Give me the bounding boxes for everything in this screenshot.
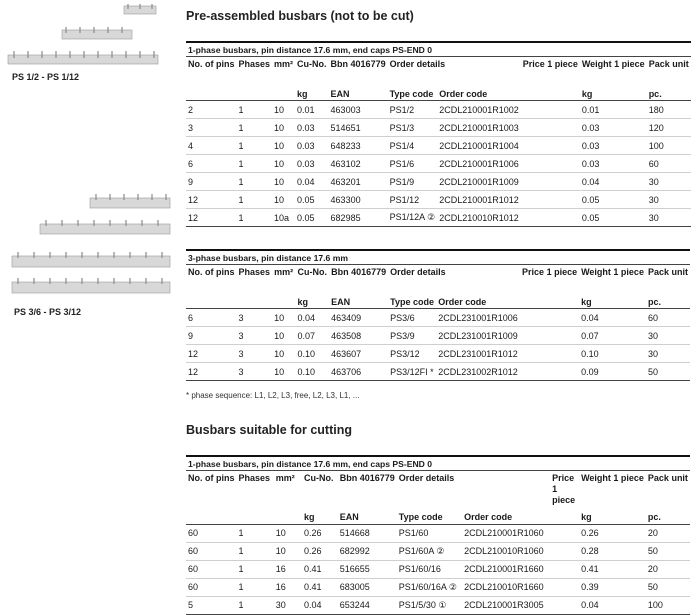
cell-order: 2CDL210001R1003	[437, 119, 521, 137]
header-price: Price 1 piece	[522, 59, 578, 69]
cell-order: 2CDL231001R1006	[436, 309, 520, 327]
header-pc: pc.	[646, 295, 690, 309]
cell-ean: 463607	[329, 345, 388, 363]
header-cuno: Cu-No.	[303, 473, 334, 483]
header-cuno: Cu-No.	[297, 59, 327, 69]
cell-cu: 0.07	[295, 327, 329, 345]
cell-ean: 648233	[329, 137, 388, 155]
header-ean: EAN	[329, 295, 388, 309]
cell-type: PS1/9	[388, 173, 438, 191]
table-caption: 1-phase busbars, pin distance 17.6 mm, end caps PS-END 0	[186, 42, 691, 57]
table-1phase-preassembled	[186, 41, 691, 227]
cell-price	[520, 309, 579, 327]
cell-type: PS3/12	[388, 345, 436, 363]
cell-price	[520, 363, 579, 381]
cell-cu: 0.04	[295, 173, 329, 191]
cell-mm2: 10	[272, 137, 295, 155]
cell-pins: 5	[186, 596, 237, 614]
cell-phases: 1	[237, 101, 273, 119]
cell-order: 2CDL210001R3005	[462, 596, 550, 614]
cell-pack: 50	[646, 542, 690, 560]
cell-weight: 0.04	[580, 173, 647, 191]
cell-pack: 30	[646, 345, 690, 363]
cell-phases: 3	[237, 363, 273, 381]
cell-pins: 4	[186, 137, 237, 155]
cell-cu: 0.04	[295, 309, 329, 327]
cell-pack: 100	[646, 596, 690, 614]
header-cuno: Cu-No.	[297, 267, 327, 277]
header-type-code: Type code	[397, 511, 462, 525]
cell-pins: 12	[186, 209, 237, 227]
cell-type: PS1/60/16	[397, 560, 462, 578]
header-weight: Weight 1 piece	[581, 267, 644, 277]
cell-mm2: 10	[272, 101, 295, 119]
cell-ean: 463102	[329, 155, 388, 173]
cell-pack: 50	[646, 578, 690, 596]
table-row	[186, 209, 691, 227]
cell-pack: 20	[646, 524, 690, 542]
header-pins: No. of pins	[188, 473, 235, 483]
cell-type: PS1/6	[388, 155, 438, 173]
cell-phases: 1	[237, 524, 274, 542]
cell-weight: 0.04	[579, 596, 646, 614]
cell-type: PS1/60/16A ②	[397, 578, 462, 596]
cell-order: 2CDL210001R1009	[437, 173, 521, 191]
cell-cu: 0.03	[295, 155, 329, 173]
cell-pins: 3	[186, 119, 237, 137]
cell-price	[550, 578, 579, 596]
cell-phases: 1	[237, 191, 273, 209]
cell-order: 2CDL210001R1012	[437, 191, 521, 209]
cell-order: 2CDL210001R1660	[462, 560, 550, 578]
cell-weight: 0.26	[579, 524, 646, 542]
cell-ean: 463706	[329, 363, 388, 381]
header-order-code: Order code	[436, 295, 520, 309]
cell-pack: 120	[647, 119, 691, 137]
cell-ean: 653244	[338, 596, 397, 614]
cell-cu: 0.01	[295, 101, 329, 119]
cell-pins: 12	[186, 191, 237, 209]
cell-price	[550, 596, 579, 614]
cell-weight: 0.07	[579, 327, 646, 345]
header-bbn: Bbn 4016779	[339, 473, 395, 483]
cell-ean: 683005	[338, 578, 397, 596]
table-row	[186, 542, 690, 560]
table-3phase-preassembled	[186, 249, 690, 381]
cell-phases: 1	[237, 173, 273, 191]
cell-order: 2CDL210001R1004	[437, 137, 521, 155]
cell-type: PS1/12	[388, 191, 438, 209]
cell-pins: 60	[186, 542, 237, 560]
header-order-details: Order details	[390, 267, 446, 277]
cell-order: 2CDL210010R1660	[462, 578, 550, 596]
header-kg2: kg	[579, 295, 646, 309]
header-order-details: Order details	[398, 473, 455, 483]
cell-pack: 30	[646, 327, 690, 345]
cell-pins: 12	[186, 363, 237, 381]
header-kg: kg	[295, 295, 329, 309]
cell-ean: 463201	[329, 173, 388, 191]
cell-type: PS1/12A ②	[388, 209, 438, 227]
cell-cu: 0.26	[302, 542, 338, 560]
cell-pack: 60	[647, 155, 691, 173]
cell-price	[550, 524, 579, 542]
cell-pack: 20	[646, 560, 690, 578]
table-row	[186, 191, 691, 209]
cell-type: PS3/12FI *	[388, 363, 436, 381]
cell-ean: 682992	[338, 542, 397, 560]
cell-price	[521, 209, 580, 227]
cell-cu: 0.41	[302, 560, 338, 578]
cell-phases: 1	[237, 560, 274, 578]
cell-mm2: 30	[274, 596, 302, 614]
cell-order: 2CDL210010R1012	[437, 209, 521, 227]
header-order-details: Order details	[389, 59, 446, 69]
header-pack: Pack unit	[648, 59, 689, 69]
cell-cu: 0.05	[295, 191, 329, 209]
cell-pins: 9	[186, 327, 237, 345]
cell-price	[521, 101, 580, 119]
cell-type: PS1/60	[397, 524, 462, 542]
cell-ean: 463508	[329, 327, 388, 345]
cell-type: PS3/9	[388, 327, 436, 345]
table-row	[186, 345, 690, 363]
section-title-cutting: Busbars suitable for cutting	[186, 423, 352, 437]
header-ean: EAN	[329, 87, 388, 101]
header-pins: No. of pins	[188, 59, 235, 69]
cell-pack: 30	[647, 209, 691, 227]
cell-phases: 3	[237, 345, 273, 363]
cell-order: 2CDL210010R1060	[462, 542, 550, 560]
header-ean: EAN	[338, 511, 397, 525]
header-pc: pc.	[646, 511, 690, 525]
cell-cu: 0.03	[295, 137, 329, 155]
header-order-code: Order code	[437, 87, 521, 101]
cell-phases: 1	[237, 155, 273, 173]
header-phases: Phases	[238, 473, 271, 483]
cell-type: PS1/5/30 ①	[397, 596, 462, 614]
cell-mm2: 10a	[272, 209, 295, 227]
cell-mm2: 10	[272, 173, 295, 191]
header-kg2: kg	[580, 87, 647, 101]
cell-pack: 50	[646, 363, 690, 381]
cell-weight: 0.39	[579, 578, 646, 596]
cell-order: 2CDL210001R1060	[462, 524, 550, 542]
header-pack: Pack unit	[647, 473, 688, 483]
cell-price	[521, 119, 580, 137]
header-pins: No. of pins	[188, 267, 235, 277]
header-weight: Weight 1 piece	[581, 59, 645, 69]
cell-weight: 0.05	[580, 209, 647, 227]
cell-price	[550, 542, 579, 560]
table-row	[186, 137, 691, 155]
cell-weight: 0.04	[579, 309, 646, 327]
cell-phases: 1	[237, 542, 274, 560]
section-title-preassembled: Pre-assembled busbars (not to be cut)	[186, 9, 414, 23]
table-row	[186, 309, 690, 327]
cell-pins: 60	[186, 560, 237, 578]
cell-pack: 30	[647, 191, 691, 209]
busbar-ps3-image	[0, 190, 180, 310]
cell-ean: 463300	[329, 191, 388, 209]
header-mm2: mm²	[274, 59, 294, 69]
cell-cu: 0.10	[295, 345, 329, 363]
header-price: Price 1 piece	[522, 267, 578, 277]
header-price: Price 1 piece	[552, 473, 576, 505]
cell-order: 2CDL231002R1012	[436, 363, 520, 381]
cell-type: PS1/3	[388, 119, 438, 137]
cell-price	[520, 345, 579, 363]
cell-weight: 0.41	[579, 560, 646, 578]
cell-price	[521, 173, 580, 191]
cell-cu: 0.03	[295, 119, 329, 137]
cell-pack: 180	[647, 101, 691, 119]
table-row	[186, 596, 690, 614]
cell-price	[550, 560, 579, 578]
cell-ean: 682985	[329, 209, 388, 227]
cell-type: PS1/4	[388, 137, 438, 155]
cell-ean: 463409	[329, 309, 388, 327]
product-label-ps1: PS 1/2 - PS 1/12	[12, 72, 80, 82]
cell-pins: 60	[186, 578, 237, 596]
table-row	[186, 119, 691, 137]
cell-mm2: 10	[272, 191, 295, 209]
cell-mm2: 10	[274, 524, 302, 542]
cell-weight: 0.09	[579, 363, 646, 381]
cell-mm2: 10	[272, 119, 295, 137]
cell-cu: 0.41	[302, 578, 338, 596]
cell-weight: 0.03	[580, 155, 647, 173]
header-weight: Weight 1 piece	[581, 473, 644, 483]
cell-phases: 1	[237, 119, 273, 137]
header-kg2: kg	[579, 511, 646, 525]
header-phases: Phases	[238, 267, 271, 277]
cell-mm2: 16	[274, 560, 302, 578]
cell-mm2: 10	[274, 542, 302, 560]
header-pc: pc.	[647, 87, 691, 101]
cell-weight: 0.03	[580, 119, 647, 137]
header-mm2: mm²	[275, 473, 295, 483]
cell-mm2: 16	[274, 578, 302, 596]
cell-weight: 0.05	[580, 191, 647, 209]
cell-phases: 3	[237, 309, 273, 327]
cell-mm2: 10	[272, 309, 295, 327]
header-mm2: mm²	[274, 267, 294, 277]
cell-mm2: 10	[272, 327, 295, 345]
table-row	[186, 363, 690, 381]
table-row	[186, 155, 691, 173]
cell-pack: 30	[647, 173, 691, 191]
cell-weight: 0.28	[579, 542, 646, 560]
header-bbn: Bbn 4016779	[331, 267, 387, 277]
cell-pins: 6	[186, 309, 237, 327]
table-row	[186, 327, 690, 345]
table-row	[186, 173, 691, 191]
table-1phase-cutting	[186, 455, 690, 615]
cell-pins: 12	[186, 345, 237, 363]
cell-type: PS3/6	[388, 309, 436, 327]
cell-pins: 9	[186, 173, 237, 191]
table-row	[186, 101, 691, 119]
cell-order: 2CDL210001R1002	[437, 101, 521, 119]
cell-phases: 1	[237, 578, 274, 596]
cell-pins: 6	[186, 155, 237, 173]
cell-ean: 514668	[338, 524, 397, 542]
cell-mm2: 10	[272, 345, 295, 363]
cell-cu: 0.05	[295, 209, 329, 227]
header-type-code: Type code	[388, 295, 436, 309]
cell-pack: 60	[646, 309, 690, 327]
header-kg: kg	[295, 87, 329, 101]
header-phases: Phases	[238, 59, 271, 69]
cell-price	[521, 191, 580, 209]
cell-pack: 100	[647, 137, 691, 155]
cell-weight: 0.10	[579, 345, 646, 363]
cell-order: 2CDL210001R1006	[437, 155, 521, 173]
cell-price	[521, 137, 580, 155]
cell-phases: 1	[237, 209, 273, 227]
cell-mm2: 10	[272, 155, 295, 173]
cell-price	[520, 327, 579, 345]
header-pack: Pack unit	[647, 267, 688, 277]
header-type-code: Type code	[388, 87, 438, 101]
cell-type: PS1/2	[388, 101, 438, 119]
cell-order: 2CDL231001R1009	[436, 327, 520, 345]
header-bbn: Bbn 4016779	[330, 59, 386, 69]
cell-type: PS1/60A ②	[397, 542, 462, 560]
cell-pins: 2	[186, 101, 237, 119]
cell-weight: 0.01	[580, 101, 647, 119]
cell-ean: 516655	[338, 560, 397, 578]
cell-phases: 3	[237, 327, 273, 345]
cell-price	[521, 155, 580, 173]
table-caption: 1-phase busbars, pin distance 17.6 mm, end caps PS-END 0	[186, 456, 690, 471]
cell-ean: 463003	[329, 101, 388, 119]
table-row	[186, 524, 690, 542]
cell-mm2: 10	[272, 363, 295, 381]
cell-cu: 0.10	[295, 363, 329, 381]
cell-order: 2CDL231001R1012	[436, 345, 520, 363]
cell-ean: 514651	[329, 119, 388, 137]
table-row	[186, 560, 690, 578]
footnote: * phase sequence: L1, L2, L3, free, L2, L3, L1, ...	[186, 391, 360, 400]
cell-phases: 1	[237, 596, 274, 614]
cell-cu: 0.26	[302, 524, 338, 542]
table-row	[186, 578, 690, 596]
cell-cu: 0.04	[302, 596, 338, 614]
cell-pins: 60	[186, 524, 237, 542]
header-kg: kg	[302, 511, 338, 525]
cell-weight: 0.03	[580, 137, 647, 155]
product-label-ps3: PS 3/6 - PS 3/12	[14, 307, 82, 317]
cell-phases: 1	[237, 137, 273, 155]
table-caption: 3-phase busbars, pin distance 17.6 mm	[186, 250, 690, 265]
header-order-code: Order code	[462, 511, 550, 525]
